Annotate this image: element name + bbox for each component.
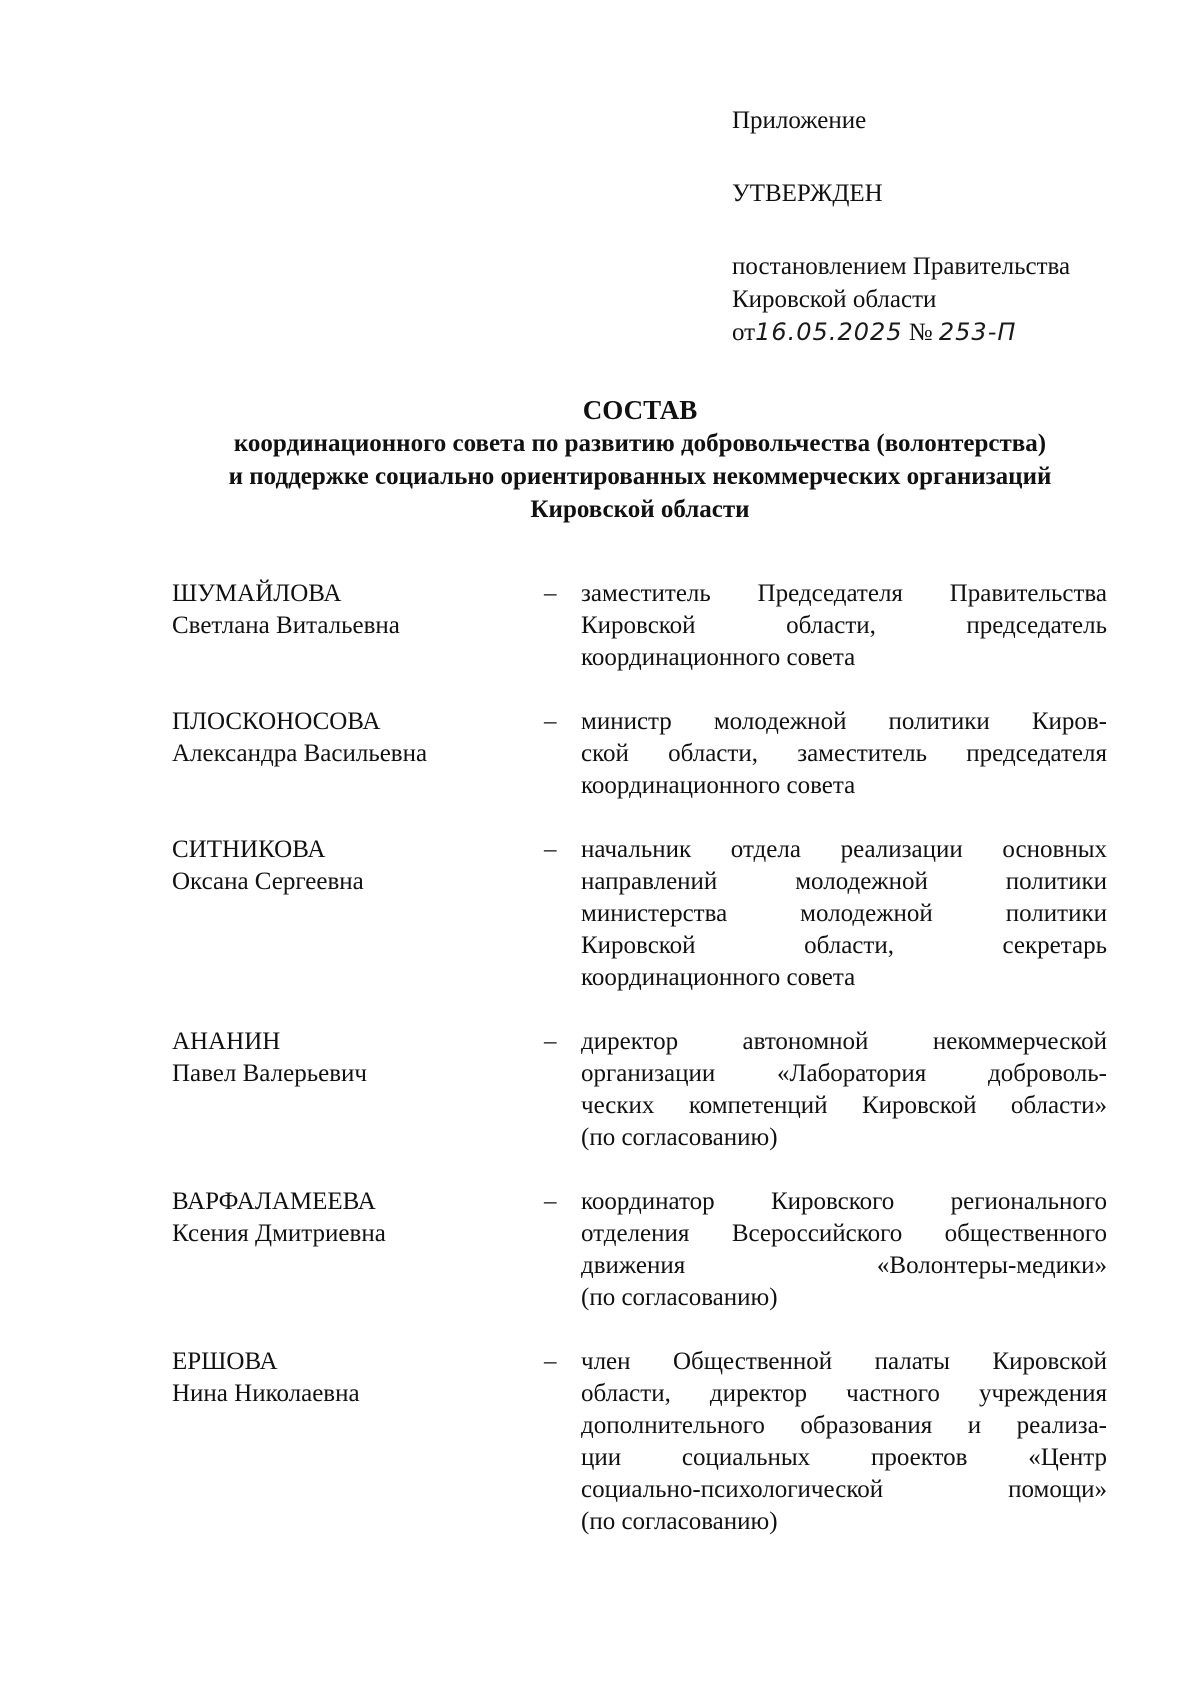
title-line-2: и поддержке социально ориентированных некоммерческих организаций <box>228 463 1052 490</box>
handwritten-date: 16.05.2025 <box>755 318 903 346</box>
member-dash: – <box>544 1348 557 1375</box>
role-line: Кировской области, председатель <box>581 612 1107 639</box>
role-line: член Общественной палаты Кировской <box>581 1348 1107 1375</box>
date-prefix: от <box>732 319 756 346</box>
role-line: социально-психологической помощи» <box>581 1476 1107 1503</box>
member-given-names: Александра Васильевна <box>172 740 428 767</box>
role-line: области, директор частного учреждения <box>581 1380 1107 1407</box>
member-names <box>172 1186 532 1250</box>
member-dash: – <box>544 580 557 607</box>
role-line: координационного совета <box>581 772 856 799</box>
approval-block <box>732 104 1132 349</box>
role-line: организации «Лаборатория доброволь- <box>581 1060 1107 1087</box>
member-names <box>172 1346 532 1410</box>
member-surname: ПЛОСКОНОСОВА <box>172 708 381 735</box>
member-entry <box>172 1026 1107 1186</box>
role-line: ции социальных проектов «Центр <box>581 1444 1107 1471</box>
role-line: координационного совета <box>581 964 856 991</box>
member-dash: – <box>544 836 557 863</box>
member-given-names: Светлана Витальевна <box>172 612 400 639</box>
approved-label: УТВЕРЖДЕН <box>732 180 883 207</box>
member-entry <box>172 1186 1107 1346</box>
role-line: ской области, заместитель председателя <box>581 740 1107 767</box>
title-main: СОСТАВ <box>582 395 698 425</box>
resolution-line-2: Кировской области <box>732 286 937 313</box>
member-dash: – <box>544 1188 557 1215</box>
role-line: (по согласованию) <box>581 1284 778 1311</box>
role-line: министерства молодежной политики <box>581 900 1107 927</box>
role-line: дополнительного образования и реализа- <box>581 1412 1107 1439</box>
member-dash: – <box>544 708 557 735</box>
member-names <box>172 706 532 770</box>
member-names <box>172 578 532 642</box>
member-role <box>581 834 1107 994</box>
role-line: отделения Всероссийского общественного <box>581 1220 1107 1247</box>
member-entry <box>172 834 1107 1026</box>
role-line: начальник отдела реализации основных <box>581 836 1107 863</box>
member-surname: ВАРФАЛАМЕЕВА <box>172 1188 376 1215</box>
member-surname: ЕРШОВА <box>172 1348 278 1375</box>
member-role <box>581 1186 1107 1314</box>
title-line-1: координационного совета по развитию добровольчества (волонтерства) <box>233 430 1047 457</box>
resolution-line-1: постановлением Правительства <box>732 253 1071 280</box>
number-prefix: № <box>908 319 933 346</box>
role-line: (по согласованию) <box>581 1124 778 1151</box>
member-surname: ШУМАЙЛОВА <box>172 580 342 607</box>
member-entry <box>172 706 1107 834</box>
role-line: движения «Волонтеры-медики» <box>581 1252 1107 1279</box>
member-given-names: Нина Николаевна <box>172 1380 360 1407</box>
member-dash: – <box>544 1028 557 1055</box>
member-entry <box>172 578 1107 706</box>
role-line: Кировской области, секретарь <box>581 932 1107 959</box>
role-line: (по согласованию) <box>581 1508 778 1535</box>
role-line: координатор Кировского регионального <box>581 1188 1107 1215</box>
role-line: директор автономной некоммерческой <box>581 1028 1107 1055</box>
member-role <box>581 706 1107 802</box>
role-line: министр молодежной политики Киров- <box>581 708 1107 735</box>
member-given-names: Ксения Дмитриевна <box>172 1220 386 1247</box>
member-role <box>581 578 1107 674</box>
member-role <box>581 1346 1107 1538</box>
member-given-names: Оксана Сергеевна <box>172 868 364 895</box>
member-surname: АНАНИН <box>172 1028 281 1055</box>
role-line: заместитель Председателя Правительства <box>581 580 1107 607</box>
handwritten-number: 253-П <box>938 318 1017 346</box>
role-line: направлений молодежной политики <box>581 868 1107 895</box>
member-entry <box>172 1346 1107 1546</box>
member-names <box>172 1026 532 1090</box>
member-names <box>172 834 532 898</box>
resolution-date-number <box>732 316 1132 349</box>
title-line-3: Кировской области <box>530 496 750 523</box>
member-given-names: Павел Валерьевич <box>172 1060 367 1087</box>
appendix-label: Приложение <box>732 107 867 134</box>
member-role <box>581 1026 1107 1154</box>
role-line: координационного совета <box>581 644 856 671</box>
role-line: ческих компетенций Кировской области» <box>581 1092 1107 1119</box>
members-list <box>172 578 1107 1546</box>
member-surname: СИТНИКОВА <box>172 836 326 863</box>
document-title <box>130 394 1150 526</box>
